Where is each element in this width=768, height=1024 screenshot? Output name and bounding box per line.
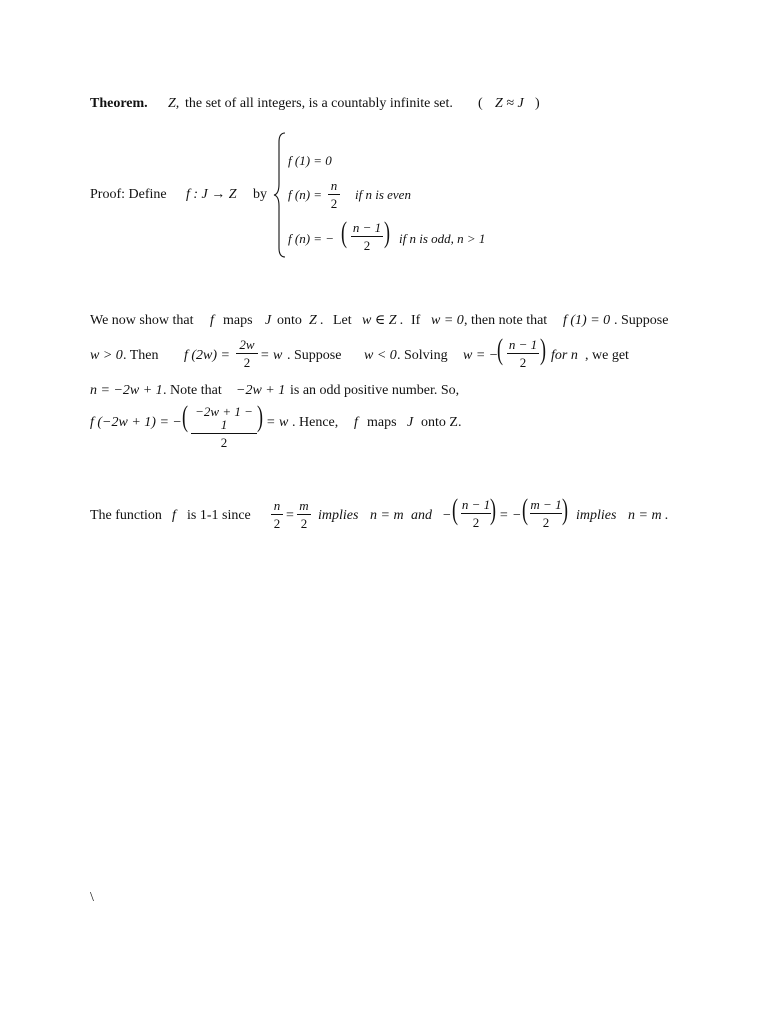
case-odd-condition: if n is odd, n > 1 — [399, 231, 486, 246]
left-paren: ( — [522, 493, 528, 526]
one-to-one-equals: = — [286, 508, 294, 523]
case-odd-numerator: n − 1 — [352, 220, 382, 235]
one-to-one-text-a: The function — [90, 508, 162, 523]
fraction-bar — [236, 353, 258, 354]
one-to-one-fraction-n — [271, 499, 283, 530]
left-paren: ( — [497, 333, 503, 366]
fraction-bar — [351, 236, 383, 237]
fraction-bar — [461, 513, 491, 514]
onto-l2-w-equals: w = − — [463, 348, 499, 363]
onto-l2-w-negative: w < 0 — [364, 348, 397, 363]
onto-l2-denominator-n: 2 — [519, 355, 527, 370]
onto-l2-fraction-n — [507, 338, 539, 369]
left-paren: ( — [182, 400, 188, 433]
right-paren: ) — [257, 400, 263, 433]
right-paren: ) — [490, 493, 496, 526]
one-to-one-minus: − — [442, 508, 452, 523]
onto-l4-lhs: f (−2w + 1) = − — [90, 415, 182, 430]
onto-l4-hence: . Hence, — [292, 415, 339, 430]
map-signature: f : J → Z — [186, 187, 237, 202]
one-to-one-denominator-m-1: 2 — [542, 515, 550, 530]
onto-l2-fraction — [236, 338, 258, 369]
onto-l3-n-equals: n = −2w + 1 — [90, 383, 163, 398]
stray-backslash: \ — [90, 890, 94, 905]
one-to-one-n-equals-m: n = m — [370, 508, 404, 523]
onto-l1-f: f — [210, 313, 214, 328]
fraction-bar — [530, 513, 562, 514]
case-odd-denominator: 2 — [363, 238, 371, 253]
case-even-fraction — [328, 179, 340, 210]
onto-l2-suppose: . Suppose — [287, 348, 342, 363]
case-odd-lhs: f (n) = − — [288, 231, 335, 246]
one-to-one-numerator-n-1: n − 1 — [461, 497, 491, 512]
right-paren: ) — [384, 216, 390, 249]
one-to-one-n-equals-m-final: n = m . — [628, 508, 669, 523]
one-to-one-f: f — [172, 508, 176, 523]
onto-l2-numerator-n: n − 1 — [508, 337, 538, 352]
right-paren: ) — [540, 333, 546, 366]
onto-l1-suppose: . Suppose — [614, 313, 669, 328]
one-to-one-numerator-m-1: m − 1 — [530, 497, 562, 512]
onto-l3-odd-positive: is an odd positive number. So, — [290, 383, 460, 398]
fraction-bar — [297, 514, 311, 515]
fraction-bar — [328, 194, 340, 195]
left-paren: ( — [452, 493, 458, 526]
onto-l4-f: f — [354, 415, 358, 430]
onto-l3-expression: −2w + 1 — [236, 383, 286, 398]
one-to-one-and: and — [411, 508, 432, 523]
one-to-one-equals-minus: = − — [499, 508, 522, 523]
fraction-bar — [507, 353, 539, 354]
case-even-condition: if n is even — [355, 187, 411, 202]
fraction-bar — [271, 514, 283, 515]
one-to-one-since: is 1-1 since — [187, 508, 251, 523]
case-even-denominator: 2 — [330, 196, 338, 211]
onto-l2-denominator: 2 — [243, 355, 251, 370]
onto-l4-equals-w: = w — [266, 415, 289, 430]
onto-l1-let: Let — [333, 313, 352, 328]
onto-l2-equals-w: = w — [260, 348, 283, 363]
one-to-one-denominator-n: 2 — [273, 516, 281, 531]
theorem-paren-close: ) — [535, 96, 540, 111]
onto-l1-w-in-Z: w ∈ Z . — [362, 313, 404, 328]
left-brace-icon — [273, 132, 287, 258]
one-to-one-implies: implies — [318, 508, 359, 523]
onto-l1-text-a: We now show that — [90, 313, 194, 328]
onto-l1-maps: maps — [223, 313, 253, 328]
theorem-label: Theorem. — [90, 96, 148, 111]
left-paren: ( — [341, 216, 347, 249]
onto-l4-denominator: 2 — [220, 435, 228, 450]
onto-l1-Z: Z . — [309, 313, 324, 328]
onto-l4-fraction — [191, 405, 257, 449]
onto-l2-we-get: , we get — [585, 348, 629, 363]
theorem-statement: the set of all integers, is a countably infinite set. — [185, 96, 453, 111]
one-to-one-numerator-n: n — [273, 498, 281, 513]
by-word: by — [253, 187, 267, 202]
onto-l2-numerator: 2w — [239, 337, 255, 352]
one-to-one-fraction-m — [297, 499, 311, 530]
one-to-one-fraction-m-minus-1 — [530, 498, 562, 529]
one-to-one-denominator-m: 2 — [300, 516, 308, 531]
onto-l4-J: J — [407, 415, 414, 430]
onto-l2-solving: . Solving — [397, 348, 448, 363]
one-to-one-numerator-m: m — [299, 498, 309, 513]
onto-l1-w-zero: w = 0 — [431, 313, 464, 328]
one-to-one-denominator-n-1: 2 — [472, 515, 480, 530]
right-paren: ) — [562, 493, 568, 526]
onto-l2-w-positive: w > 0 — [90, 348, 123, 363]
onto-l1-then-note: , then note that — [464, 313, 548, 328]
one-to-one-implies-2: implies — [576, 508, 617, 523]
onto-l2-f2w: f (2w) = — [184, 348, 230, 363]
fraction-bar — [191, 433, 257, 434]
proof-define-label: Proof: Define — [90, 187, 167, 202]
onto-l1-f1-zero: f (1) = 0 — [563, 313, 611, 328]
theorem-set-symbol: Z, — [168, 96, 180, 111]
theorem-paren-open: ( — [478, 96, 483, 111]
onto-l2-for-n: for n — [551, 348, 578, 363]
onto-l2-then: . Then — [123, 348, 159, 363]
onto-l1-onto: onto — [277, 313, 302, 328]
onto-l1-J: J — [265, 313, 272, 328]
case-even-lhs: f (n) = — [288, 187, 323, 202]
one-to-one-fraction-n-minus-1 — [461, 498, 491, 529]
case-even-numerator: n — [330, 178, 338, 193]
case-one: f (1) = 0 — [288, 153, 332, 168]
case-odd-fraction — [351, 221, 383, 252]
onto-l4-numerator: −2w + 1 − 1 — [195, 404, 253, 432]
theorem-equivalence: Z ≈ J — [495, 96, 524, 111]
onto-l3-note-that: . Note that — [163, 383, 222, 398]
onto-l4-onto-Z: onto Z. — [421, 415, 462, 430]
onto-l1-if: If — [411, 313, 421, 328]
onto-l4-maps: maps — [367, 415, 397, 430]
